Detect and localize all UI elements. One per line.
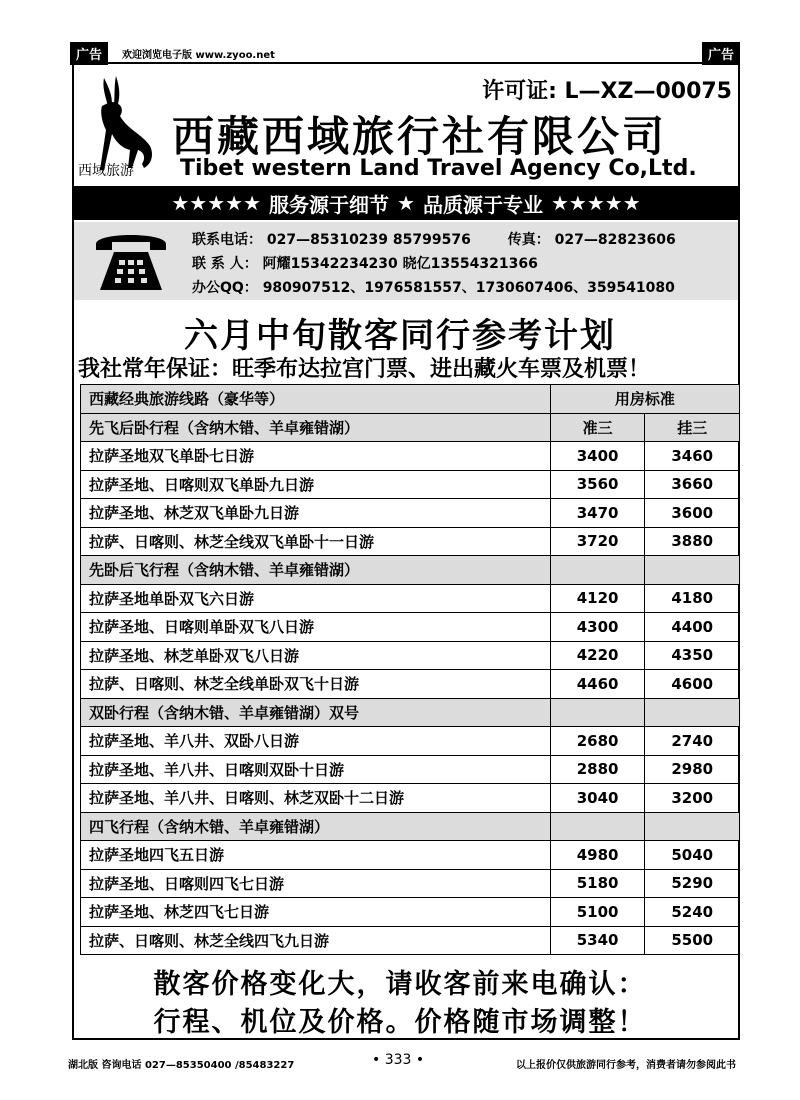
- section-row: [81, 698, 740, 727]
- fax-label: 传真：: [507, 232, 550, 248]
- table-row: [81, 898, 740, 927]
- phone-line: [192, 228, 676, 252]
- qq-line: [192, 276, 676, 300]
- table-header-row: [81, 385, 740, 414]
- route-name: 拉萨圣地、羊八井、日喀则、林芝双卧十二日游: [81, 784, 551, 813]
- route-name: 拉萨圣地双飞单卧七日游: [81, 442, 551, 471]
- table-row: [81, 584, 740, 613]
- table-row: [81, 841, 740, 870]
- price-standard-a: 2880: [550, 755, 645, 784]
- header-standard: 用房标准: [550, 385, 739, 414]
- company-name-en: Tibet western Land Travel Agency Co,Ltd.: [180, 156, 697, 181]
- contact-persons: 阿耀15342234230 晓亿13554321366: [262, 256, 538, 272]
- star-icon: ★★★★★: [171, 191, 262, 215]
- price-standard-b: 2980: [645, 755, 740, 784]
- slogan-part1: 服务源于细节: [269, 192, 390, 217]
- price-standard-b: 3460: [645, 442, 740, 471]
- price-standard-b: 4600: [645, 670, 740, 699]
- phone-number: 027—85310239 85799576: [266, 232, 471, 248]
- contact-panel: [74, 222, 738, 300]
- col-header-b: 挂三: [645, 413, 740, 442]
- price-standard-a: 5340: [550, 926, 645, 955]
- route-name: 拉萨圣地、羊八井、双卧八日游: [81, 727, 551, 756]
- col-empty: [645, 556, 740, 585]
- price-standard-a: 3400: [550, 442, 645, 471]
- route-name: 拉萨圣地、林芝单卧双飞八日游: [81, 641, 551, 670]
- section-title: 先飞后卧行程（含纳木错、羊卓雍错湖）: [81, 413, 551, 442]
- price-standard-a: 3470: [550, 499, 645, 528]
- price-standard-b: 5240: [645, 898, 740, 927]
- route-name: 拉萨圣地、羊八井、日喀则双卧十日游: [81, 755, 551, 784]
- route-name: 拉萨圣地单卧双飞六日游: [81, 584, 551, 613]
- fax-number: 027—82823606: [554, 232, 676, 248]
- table-row: [81, 527, 740, 556]
- ad-label-right: 广告: [702, 42, 740, 65]
- slogan-part2: 品质源于专业: [422, 192, 543, 217]
- table-row: [81, 926, 740, 955]
- route-name: 拉萨、日喀则、林芝全线四飞九日游: [81, 926, 551, 955]
- notice-line-1: 散客价格变化大，请收客前来电确认：: [153, 969, 647, 1000]
- plan-title: 六月中旬散客同行参考计划: [184, 316, 616, 356]
- license-number: 许可证: L—XZ—00075: [482, 79, 732, 104]
- logo-text: 西域旅游: [78, 163, 134, 179]
- col-empty: [550, 812, 645, 841]
- route-name: 拉萨圣地、日喀则双飞单卧九日游: [81, 470, 551, 499]
- person-line: [192, 252, 676, 276]
- price-standard-b: 3880: [645, 527, 740, 556]
- price-standard-a: 2680: [550, 727, 645, 756]
- route-name: 拉萨、日喀则、林芝全线单卧双飞十日游: [81, 670, 551, 699]
- price-standard-a: 3560: [550, 470, 645, 499]
- telephone-icon: [92, 228, 170, 294]
- page-number: • 333 •: [372, 1052, 425, 1068]
- price-standard-a: 4460: [550, 670, 645, 699]
- section-row: [81, 556, 740, 585]
- price-standard-a: 4980: [550, 841, 645, 870]
- qq-label: 办公QQ：: [192, 280, 258, 296]
- notice-line-2: 行程、机位及价格。价格随市场调整！: [153, 1007, 647, 1038]
- section-title: 先卧后飞行程（含纳木错、羊卓雍错湖）: [81, 556, 551, 585]
- route-name: 拉萨、日喀则、林芝全线双飞单卧十一日游: [81, 527, 551, 556]
- price-standard-a: 4300: [550, 613, 645, 642]
- table-row: [81, 613, 740, 642]
- route-name: 拉萨圣地、日喀则四飞七日游: [81, 869, 551, 898]
- footer-edition: 湖北版 咨询电话 027—85350400 /85483227: [68, 1060, 295, 1071]
- price-notice: [0, 966, 800, 1042]
- table-row: [81, 869, 740, 898]
- welcome-text: 欢迎浏览电子版 www.zyoo.net: [122, 50, 275, 61]
- section-title: 四飞行程（含纳木错、羊卓雍错湖）: [81, 812, 551, 841]
- qq-numbers: 980907512、1976581557、1730607406、359541080: [262, 280, 675, 296]
- phone-label: 联系电话：: [192, 232, 262, 248]
- route-name: 拉萨圣地四飞五日游: [81, 841, 551, 870]
- ad-label-left: 广告: [70, 42, 108, 65]
- price-standard-a: 4120: [550, 584, 645, 613]
- price-standard-b: 3200: [645, 784, 740, 813]
- route-name: 拉萨圣地、林芝双飞单卧九日游: [81, 499, 551, 528]
- section-title: 双卧行程（含纳木错、羊卓雍错湖）双号: [81, 698, 551, 727]
- price-standard-a: 5180: [550, 869, 645, 898]
- star-icon: ★★★★★: [550, 191, 641, 215]
- table-row: [81, 470, 740, 499]
- company-name-cn: 西藏西域旅行社有限公司: [172, 112, 668, 161]
- price-standard-b: 5040: [645, 841, 740, 870]
- price-standard-a: 3040: [550, 784, 645, 813]
- price-standard-a: 5100: [550, 898, 645, 927]
- star-icon: ★: [397, 191, 415, 215]
- price-standard-b: 4400: [645, 613, 740, 642]
- price-table: [80, 384, 740, 955]
- price-standard-b: 4180: [645, 584, 740, 613]
- slogan-bar: [74, 186, 738, 220]
- table-row: [81, 784, 740, 813]
- table-row: [81, 442, 740, 471]
- person-label: 联 系 人：: [192, 256, 258, 272]
- guarantee-text: 我社常年保证：旺季布达拉宫门票、进出藏火车票及机票！: [78, 357, 651, 382]
- col-empty: [550, 698, 645, 727]
- footer-disclaimer: 以上报价仅供旅游同行参考，消费者请勿参阅此书: [516, 1060, 736, 1071]
- col-empty: [550, 556, 645, 585]
- route-name: 拉萨圣地、林芝四飞七日游: [81, 898, 551, 927]
- price-standard-b: 5290: [645, 869, 740, 898]
- price-standard-a: 4220: [550, 641, 645, 670]
- table-row: [81, 641, 740, 670]
- section-row: [81, 413, 740, 442]
- table-row: [81, 755, 740, 784]
- price-standard-a: 3720: [550, 527, 645, 556]
- table-row: [81, 499, 740, 528]
- route-name: 拉萨圣地、日喀则单卧双飞八日游: [81, 613, 551, 642]
- price-standard-b: 3660: [645, 470, 740, 499]
- col-empty: [645, 698, 740, 727]
- price-standard-b: 4350: [645, 641, 740, 670]
- table-row: [81, 727, 740, 756]
- price-standard-b: 5500: [645, 926, 740, 955]
- col-header-a: 准三: [550, 413, 645, 442]
- header-route: 西藏经典旅游线路（豪华等）: [81, 385, 551, 414]
- price-standard-b: 3600: [645, 499, 740, 528]
- section-row: [81, 812, 740, 841]
- price-standard-b: 2740: [645, 727, 740, 756]
- col-empty: [645, 812, 740, 841]
- table-row: [81, 670, 740, 699]
